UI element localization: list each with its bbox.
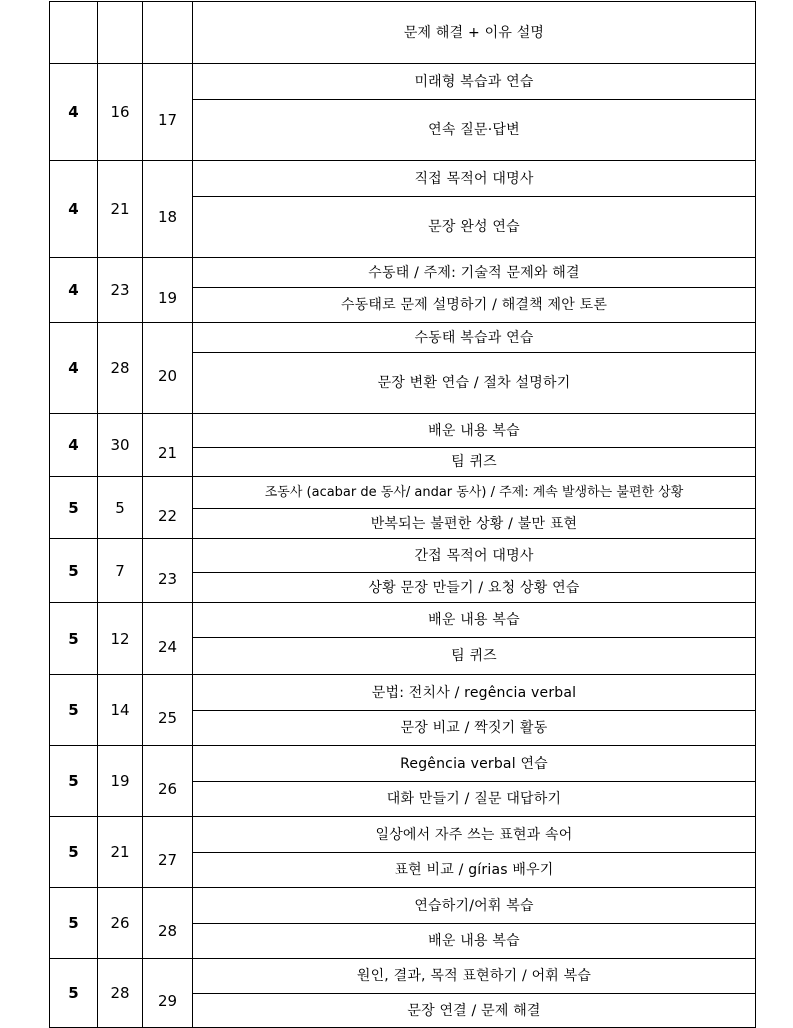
class-number: 27	[157, 851, 178, 869]
month-cell: 5	[50, 959, 98, 1028]
topic-cell: 원인, 결과, 목적 표현하기 / 어휘 복습	[193, 959, 756, 994]
schedule-table	[49, 1, 756, 1028]
table-row	[50, 258, 756, 288]
class-number: 18	[157, 208, 178, 226]
day-cell: 21	[98, 161, 143, 258]
table-row	[50, 603, 756, 638]
month-cell: 5	[50, 603, 98, 675]
topic-cell: 문장 완성 연습	[193, 197, 756, 258]
table-row	[50, 746, 756, 782]
table-row	[50, 414, 756, 448]
topic-cell: 표현 비교 / gírias 배우기	[193, 853, 756, 888]
topic-cell: 팀 퀴즈	[193, 638, 756, 675]
topic-cell: 반복되는 불편한 상황 / 불만 표현	[193, 509, 756, 539]
class-number: 28	[157, 922, 178, 940]
topic-cell: 팀 퀴즈	[193, 448, 756, 477]
topic-cell: 배운 내용 복습	[193, 414, 756, 448]
topic-cell: 조동사 (acabar de 동사/ andar 동사) / 주제: 계속 발생하는 불편한 상황	[193, 477, 756, 509]
day-cell: 16	[98, 64, 143, 161]
topic-cell: 수동태 복습과 연습	[193, 323, 756, 353]
topic-cell: 연습하기/어휘 복습	[193, 888, 756, 924]
day-cell	[98, 2, 143, 64]
schedule-body	[50, 2, 756, 1028]
topic-cell: 수동태로 문제 설명하기 / 해결책 제안 토론	[193, 288, 756, 323]
month-cell: 5	[50, 817, 98, 888]
class-number-cell	[143, 888, 193, 959]
class-number-cell	[143, 2, 193, 64]
day-cell: 28	[98, 959, 143, 1028]
class-number: 26	[157, 780, 178, 798]
topic-cell: Regência verbal 연습	[193, 746, 756, 782]
month-cell: 4	[50, 64, 98, 161]
class-number: 20	[157, 367, 178, 385]
table-row	[50, 817, 756, 853]
table-row	[50, 64, 756, 100]
class-number: 22	[157, 506, 178, 525]
class-number-cell	[143, 64, 193, 161]
topic-cell: 미래형 복습과 연습	[193, 64, 756, 100]
topic-cell: 간접 목적어 대명사	[193, 539, 756, 573]
month-cell: 5	[50, 888, 98, 959]
day-cell: 28	[98, 323, 143, 414]
day-cell: 7	[98, 539, 143, 603]
topic-cell: 배운 내용 복습	[193, 603, 756, 638]
month-cell: 4	[50, 161, 98, 258]
month-cell: 4	[50, 414, 98, 477]
month-cell: 5	[50, 539, 98, 603]
day-cell: 30	[98, 414, 143, 477]
class-number: 17	[157, 111, 178, 129]
class-number-cell	[143, 323, 193, 414]
class-number: 19	[157, 289, 178, 307]
day-cell: 14	[98, 675, 143, 746]
table-row	[50, 477, 756, 509]
month-cell: 5	[50, 477, 98, 539]
topic-cell: 대화 만들기 / 질문 대답하기	[193, 782, 756, 817]
day-cell: 12	[98, 603, 143, 675]
topic-cell: 배운 내용 복습	[193, 924, 756, 959]
day-cell: 21	[98, 817, 143, 888]
table-row	[50, 161, 756, 197]
day-cell: 5	[98, 477, 143, 539]
class-number: 25	[157, 709, 178, 727]
topic-cell: 연속 질문·답변	[193, 100, 756, 161]
table-row	[50, 539, 756, 573]
topic-cell: 수동태 / 주제: 기술적 문제와 해결	[193, 258, 756, 288]
table-row	[50, 888, 756, 924]
month-cell: 5	[50, 746, 98, 817]
month-cell: 5	[50, 675, 98, 746]
class-number: 23	[157, 569, 178, 588]
topic-cell: 문법: 전치사 / regência verbal	[193, 675, 756, 711]
class-number: 24	[157, 637, 178, 656]
class-number: 21	[157, 444, 178, 462]
topic-cell: 상황 문장 만들기 / 요청 상황 연습	[193, 573, 756, 603]
topic-cell: 문장 변환 연습 / 절차 설명하기	[193, 353, 756, 414]
class-number-cell	[143, 161, 193, 258]
topic-cell: 문장 연결 / 문제 해결	[193, 994, 756, 1028]
class-number-cell	[143, 258, 193, 323]
month-cell	[50, 2, 98, 64]
class-number-cell	[143, 746, 193, 817]
month-cell: 4	[50, 258, 98, 323]
class-number: 29	[157, 992, 178, 1010]
class-number-cell	[143, 603, 193, 675]
class-number-cell	[143, 477, 193, 539]
table-row	[50, 959, 756, 994]
class-number-cell	[143, 539, 193, 603]
day-cell: 19	[98, 746, 143, 817]
class-number-cell	[143, 414, 193, 477]
month-cell: 4	[50, 323, 98, 414]
class-number-cell	[143, 959, 193, 1028]
class-number-cell	[143, 675, 193, 746]
class-number-cell	[143, 817, 193, 888]
topic-cell: 문장 비교 / 짝짓기 활동	[193, 711, 756, 746]
topic-cell: 일상에서 자주 쓰는 표현과 속어	[193, 817, 756, 853]
topic-cell: 문제 해결 + 이유 설명	[193, 2, 756, 64]
day-cell: 26	[98, 888, 143, 959]
topic-cell: 직접 목적어 대명사	[193, 161, 756, 197]
table-row	[50, 323, 756, 353]
day-cell: 23	[98, 258, 143, 323]
table-row	[50, 675, 756, 711]
header-row	[50, 2, 756, 64]
